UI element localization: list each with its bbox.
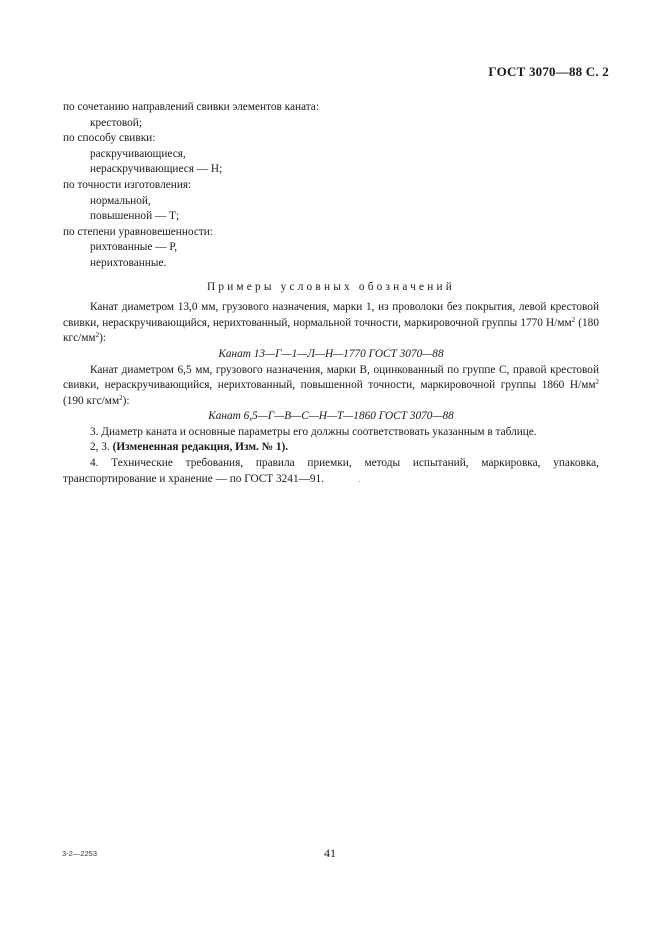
classification-label: по точности изготовления: (63, 178, 192, 191)
classification-item: повышенной — Т; (90, 210, 180, 223)
example-1-body: Канат диаметром 13,0 мм, грузового назначения, марки 1, из проволоки без покрытия, левой крестовой свивки, нераскручивающийся, нерихтованный, нормальной точности, маркировочной группы 1770 Н/мм (63, 301, 599, 329)
paragraph-4: 4. Технические требования, правила приемки, методы испытаний, маркировка, упаковка, транспортирование и хранение — по ГОСТ 3241—91. (63, 457, 599, 485)
superscript: 2 (595, 378, 599, 387)
page-number: 41 (324, 846, 336, 860)
amendment-prefix: 2, 3. (90, 441, 113, 454)
example-1-designation: Канат 13—Г—1—Л—Н—1770 ГОСТ 3070—88 (218, 347, 444, 360)
amendment-bold: (Измененная редакция, Изм. № 1). (112, 441, 289, 454)
examples-heading: Примеры условных обозначений (206, 280, 455, 293)
classification-label: по сочетанию направлений свивки элементов каната: (63, 101, 319, 113)
classification-label: по степени уравновешенности: (63, 225, 213, 238)
example-2-alt-unit: (190 кгс/мм (63, 394, 120, 407)
paragraph-3: 3. Диаметр каната и основные параметры его должны соответствовать указанным в таблице. (90, 425, 537, 438)
superscript: 2 (119, 393, 123, 402)
classification-item: крестовой; (90, 116, 142, 129)
classification-item: нерихтованные. (90, 256, 167, 269)
superscript: 2 (571, 315, 576, 324)
example-2-body: Канат диаметром 6,5 мм, грузового назначения, марки В, оцинкованный по группе С, правой крестовой свивки, нераскручивающийся, нерихтованный, повышенной точности, маркировочной группы 1860 Н/мм (63, 363, 599, 392)
print-code: 3-2—2253 (62, 849, 98, 858)
superscript: 2 (95, 331, 100, 340)
document-reference: ГОСТ 3070—88 С. 2 (488, 64, 609, 79)
classification-item: рихтованные — Р, (90, 241, 178, 254)
main-content (63, 100, 599, 487)
classification-item: раскручивающиеся, (90, 147, 186, 160)
example-1-end: ): (99, 332, 106, 345)
example-2-text (63, 363, 599, 410)
classification-item: нераскручивающиеся — Н; (90, 163, 223, 176)
classification-item: нормальной, (90, 194, 151, 207)
example-1-alt-unit: (180 кгс/мм (63, 316, 599, 345)
example-1-text (63, 300, 599, 347)
amendment-note (63, 440, 599, 456)
scan-speck (359, 481, 360, 482)
classification-label: по способу свивки: (63, 132, 156, 145)
example-2-end: ): (122, 394, 130, 407)
example-2-designation: Канат 6,5—Г—В—С—Н—Т—1860 ГОСТ 3070—88 (208, 410, 454, 423)
